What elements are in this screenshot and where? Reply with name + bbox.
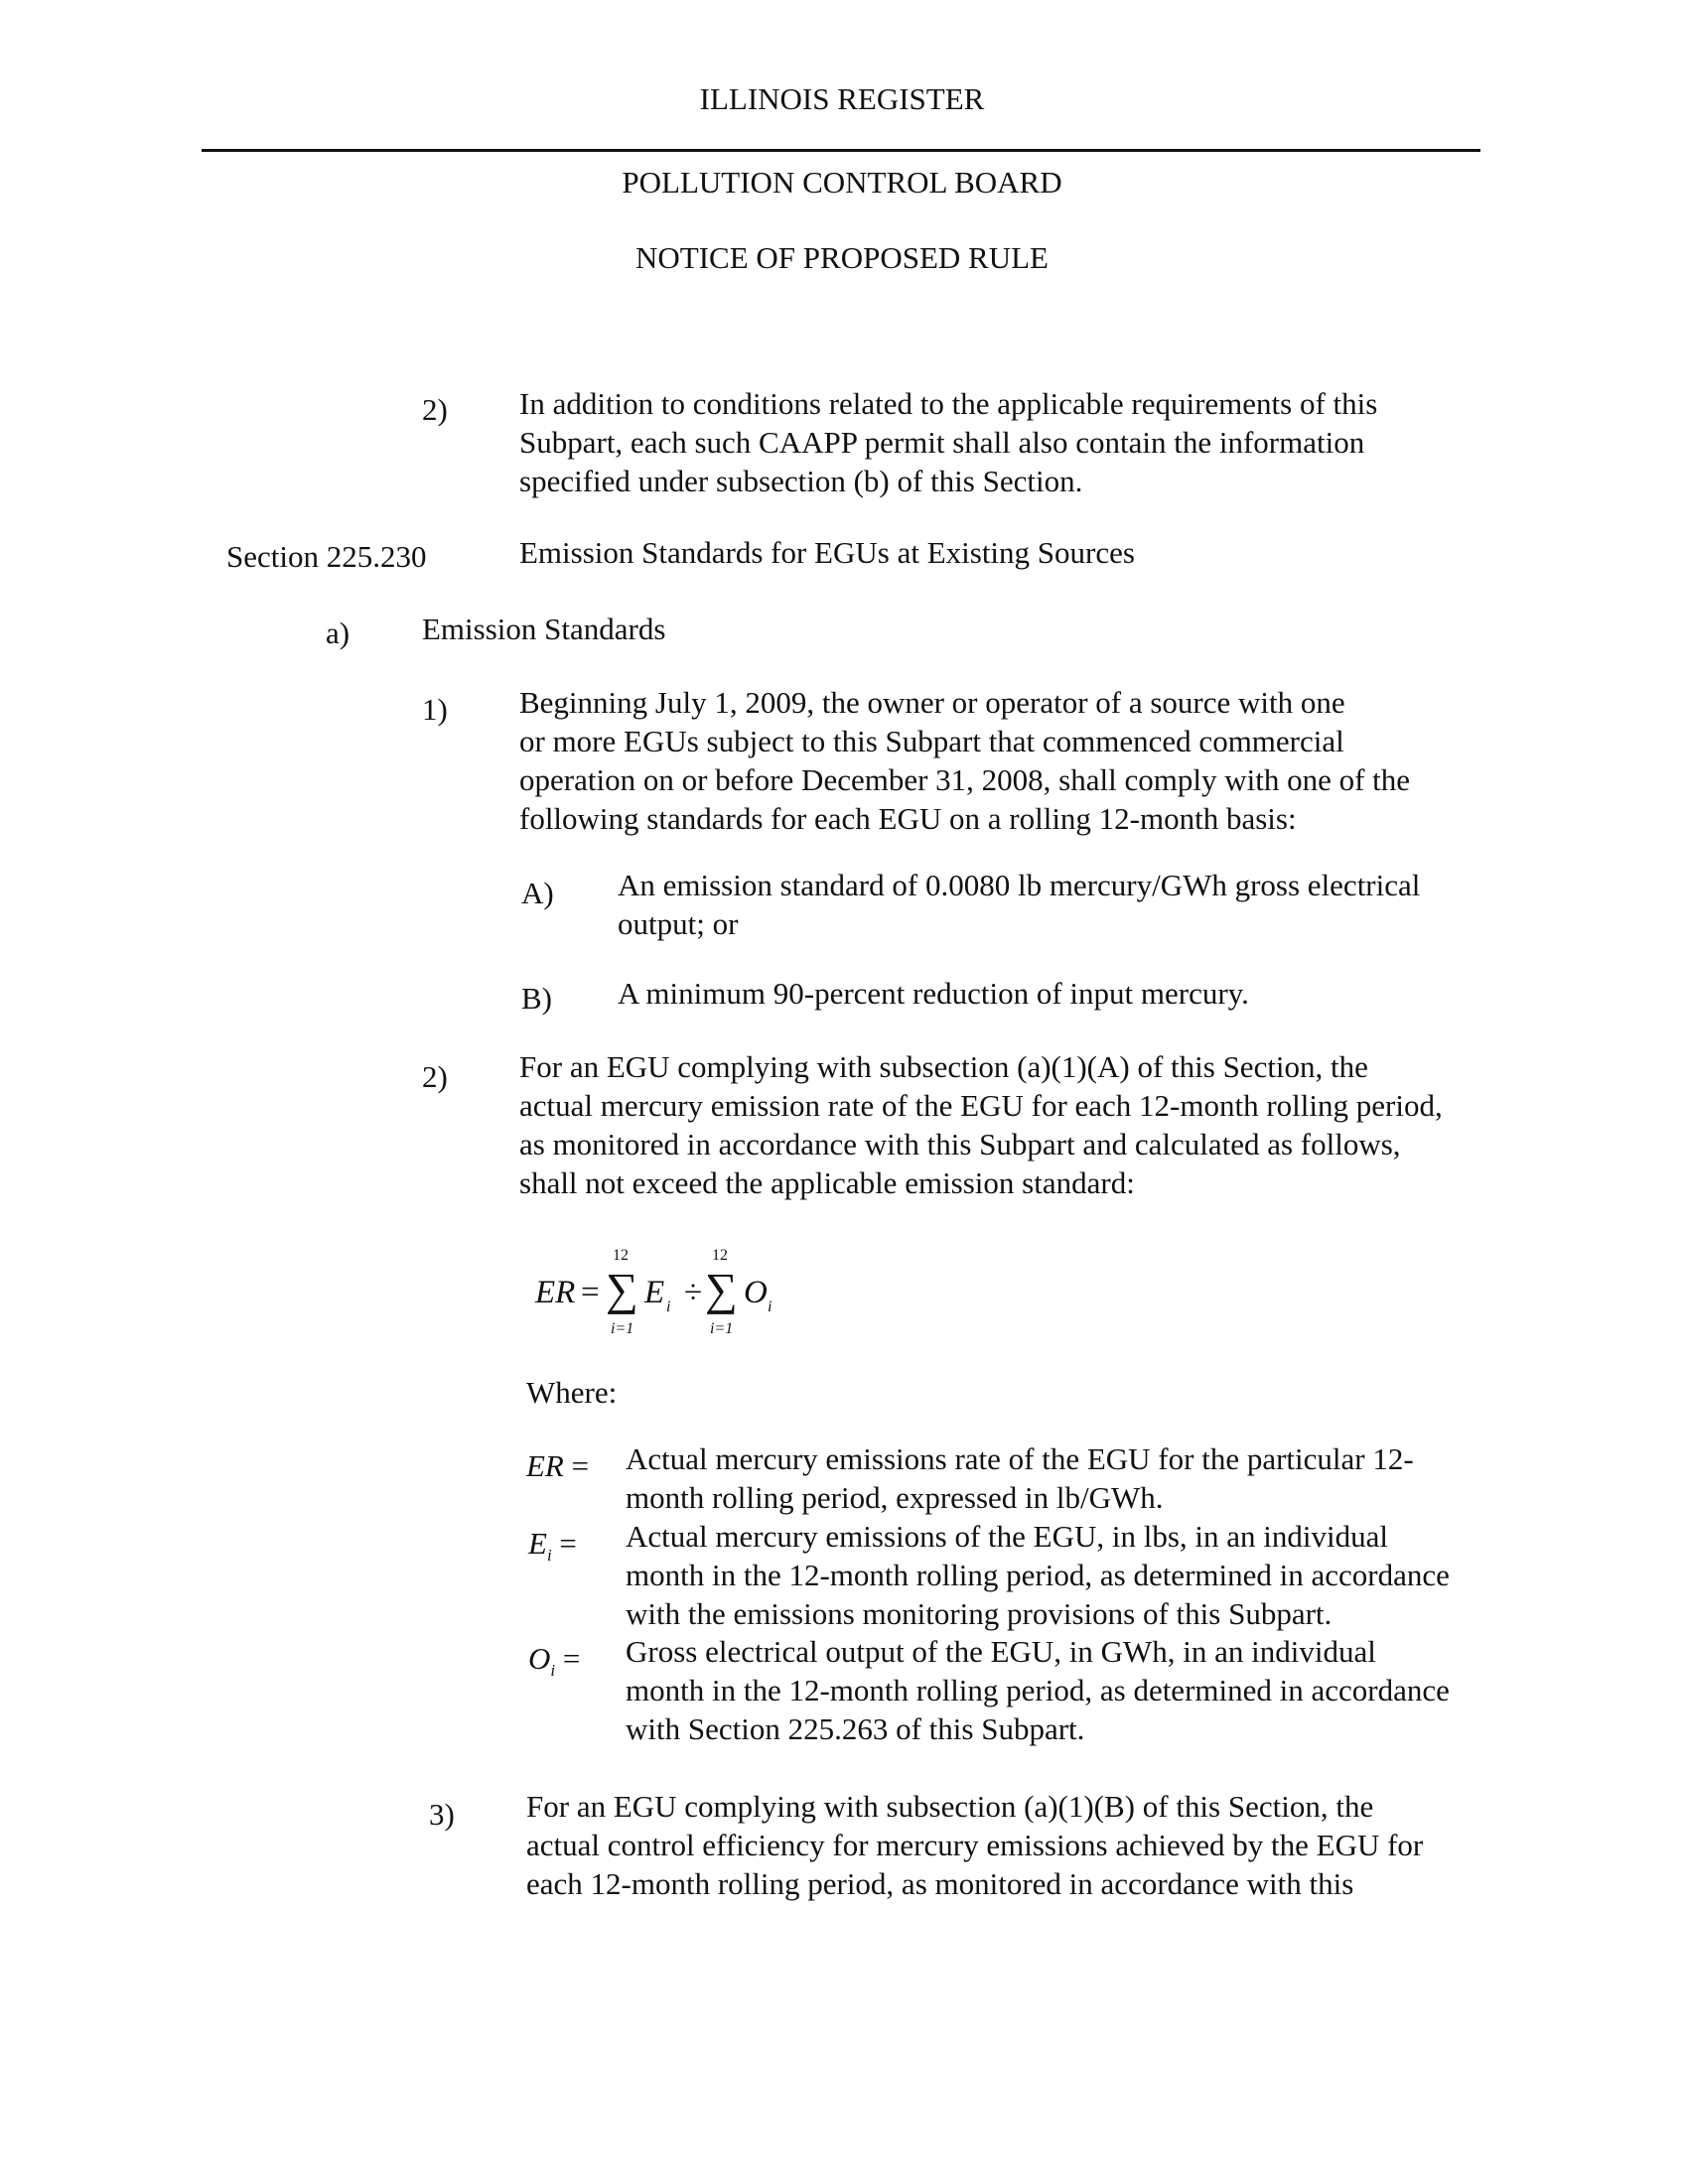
def-line: month in the 12-month rolling period, as determined in accordance	[626, 1673, 1450, 1707]
prev-item-line: specified under subsection (b) of this Section.	[519, 464, 1083, 498]
eq-sigma: ∑	[606, 1264, 638, 1314]
def-line: Actual mercury emissions rate of the EGU for the particular 12-	[626, 1441, 1414, 1476]
prev-item-number: 2)	[422, 392, 448, 427]
where-label: Where:	[526, 1375, 618, 1410]
option-a-label: A)	[521, 876, 554, 910]
eq-equals: =	[581, 1275, 600, 1310]
notice-title: NOTICE OF PROPOSED RULE	[635, 240, 1049, 275]
prev-item-text	[519, 384, 1377, 500]
register-title: ILLINOIS REGISTER	[699, 81, 985, 116]
eq-lower-limit: i=1	[611, 1320, 634, 1337]
item2-line: shall not exceed the applicable emission standard:	[519, 1165, 1135, 1200]
item1-line: operation on or before December 31, 2008, shall comply with one of the	[519, 762, 1411, 797]
section-number: Section 225.230	[226, 539, 427, 574]
eq-term2-sub: i	[768, 1298, 772, 1315]
def-er-symbol: ER =	[526, 1448, 590, 1483]
option-a-line: output; or	[618, 906, 739, 941]
eq-lower-limit: i=1	[710, 1320, 734, 1337]
eq-term2: O	[744, 1275, 768, 1310]
item3-number: 3)	[429, 1797, 455, 1832]
def-line: month rolling period, expressed in lb/GWh.	[626, 1480, 1164, 1515]
item3-line: actual control efficiency for mercury emissions achieved by the EGU for	[526, 1828, 1424, 1862]
subsection-a-title: Emission Standards	[422, 612, 666, 646]
header-rule	[202, 149, 1480, 152]
item1-number: 1)	[422, 692, 448, 727]
emission-rate-equation	[535, 1247, 853, 1356]
eq-upper-limit: 12	[712, 1247, 728, 1264]
def-line: with Section 225.263 of this Subpart.	[626, 1711, 1085, 1746]
subsection-a-label: a)	[326, 615, 351, 650]
item1-line: or more EGUs subject to this Subpart that commenced commercial	[519, 724, 1344, 758]
def-er-text	[626, 1439, 1414, 1517]
section-title: Emission Standards for EGUs at Existing Sources	[519, 535, 1135, 570]
def-oi-text	[626, 1632, 1450, 1748]
item1-line: Beginning July 1, 2009, the owner or operator of a source with one	[519, 685, 1345, 720]
eq-term1-sub: i	[666, 1298, 671, 1315]
eq-divide: ÷	[684, 1275, 703, 1310]
option-b-label: B)	[521, 981, 552, 1016]
board-title: POLLUTION CONTROL BOARD	[622, 165, 1062, 200]
item2-text	[519, 1047, 1443, 1202]
option-b-text: A minimum 90-percent reduction of input mercury.	[618, 976, 1249, 1011]
eq-term1: E	[644, 1275, 665, 1310]
item2-number: 2)	[422, 1059, 448, 1094]
option-a-text	[618, 866, 1420, 943]
option-a-line: An emission standard of 0.0080 lb mercury/GWh gross electrical	[618, 868, 1421, 902]
prev-item-line: Subpart, each such CAAPP permit shall also contain the information	[519, 425, 1365, 460]
item2-line: as monitored in accordance with this Subpart and calculated as follows,	[519, 1127, 1401, 1161]
def-line: Gross electrical output of the EGU, in GWh, in an individual	[626, 1634, 1376, 1669]
def-ei-text	[626, 1517, 1450, 1633]
def-ei-symbol: $E_i$ =	[528, 1526, 577, 1566]
def-line: month in the 12-month rolling period, as determined in accordance	[626, 1558, 1450, 1592]
item3-line: each 12-month rolling period, as monitored in accordance with this	[526, 1866, 1354, 1901]
prev-item-line: In addition to conditions related to the applicable requirements of this	[519, 386, 1378, 421]
item3-line: For an EGU complying with subsection (a)(1)(B) of this Section, the	[526, 1789, 1374, 1824]
item2-line: For an EGU complying with subsection (a)(1)(A) of this Section, the	[519, 1049, 1368, 1084]
def-oi-symbol: $O_i$ =	[528, 1641, 581, 1681]
eq-lhs: ER	[535, 1275, 576, 1310]
item1-line: following standards for each EGU on a rolling 12-month basis:	[519, 801, 1297, 836]
item3-text	[526, 1787, 1423, 1903]
eq-sigma: ∑	[705, 1264, 738, 1314]
def-line: Actual mercury emissions of the EGU, in lbs, in an individual	[626, 1519, 1388, 1554]
item2-line: actual mercury emission rate of the EGU for each 12-month rolling period,	[519, 1088, 1443, 1123]
eq-upper-limit: 12	[613, 1247, 629, 1264]
item1-text	[519, 683, 1410, 838]
def-line: with the emissions monitoring provisions of this Subpart.	[626, 1596, 1333, 1631]
